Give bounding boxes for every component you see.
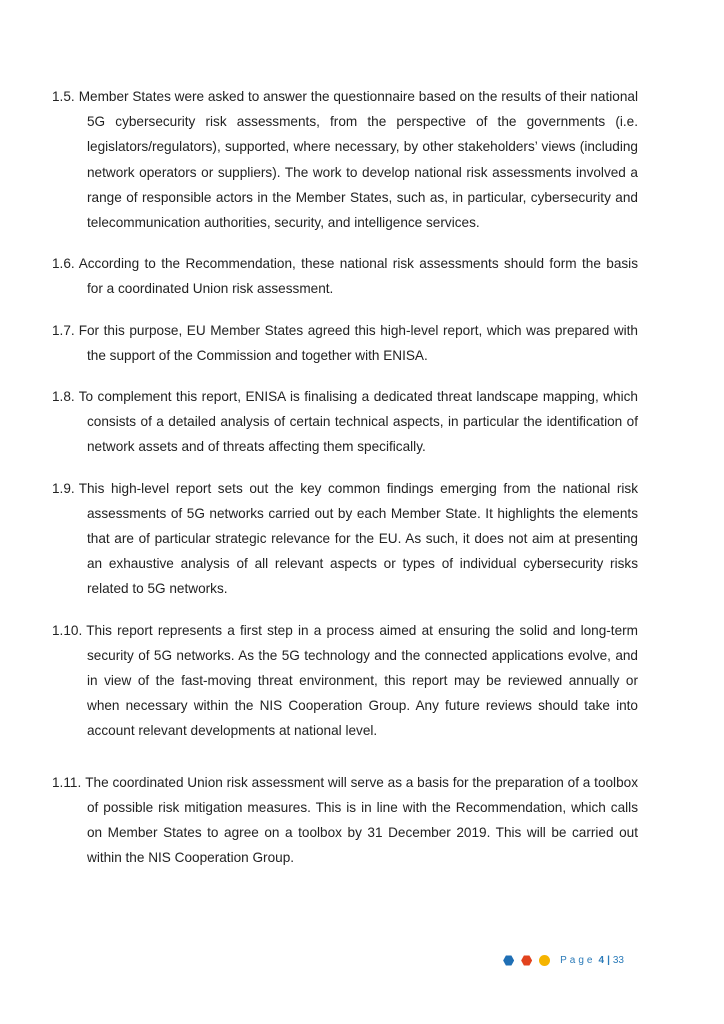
page-total: 33 [612,955,624,966]
paragraph-1-9 [52,476,638,602]
paragraph-number: 1.11. [52,774,82,790]
paragraph-text: For this purpose, EU Member States agreed this high-level report, which was prepared with the support of the Commission and together with ENISA. [78,322,638,363]
paragraph-text: This report represents a first step in a process aimed at ensuring the solid and long-term security of 5G networks. As the 5G technology and the connected applications evolve, and in view of the fast-moving threat environment, this report may be reviewed annually or when necessary within the NIS Cooperation Group. Any future reviews should take into account relevant developments at national level. [86,622,638,739]
page-footer [503,955,624,966]
paragraph-text: The coordinated Union risk assessment will serve as a basis for the preparation of a toolbox of possible risk mitigation measures. This is in line with the Recommendation, which calls on Member States to agree on a toolbox by 31 December 2019. This will be carried out within the NIS Cooperation Group. [85,774,638,866]
paragraph-number: 1.5. [52,89,75,104]
paragraph-1-7 [52,318,638,368]
paragraph-text: To complement this report, ENISA is finalising a dedicated threat landscape mapping, which consists of a detailed analysis of certain technical aspects, in particular the identification of network assets and of threats affecting them specifically. [78,389,638,455]
paragraph-number: 1.7. [52,322,75,338]
paragraph-number: 1.10. [52,622,83,638]
paragraph-text: Member States were asked to answer the questionnaire based on the results of their national 5G cybersecurity risk assessments, from the perspective of the governments (i.e. legislators/regulators), supported, where necessary, by other stakeholders’ views (including network operators or suppliers). The work to develop national risk assessments involved a range of responsible actors in the Member States, such as, in particular, cybersecurity and telecommunication authorities, security, and intelligence services. [78,89,638,231]
paragraph-1-11 [52,770,638,871]
yellow-circle-icon [539,955,550,966]
page-number: 4 [598,955,605,966]
page-label: Page [560,955,596,966]
red-hexagon-icon [521,955,532,966]
paragraph-1-6 [52,251,638,301]
paragraph-1-10 [52,618,638,744]
document-body [52,84,638,886]
paragraph-number: 1.6. [52,256,75,272]
paragraph-text: This high-level report sets out the key common findings emerging from the national risk assessments of 5G networks carried out by each Member State. It highlights the elements that are of particular strategic relevance for the EU. As such, it does not aim at presenting an exhaustive analysis of all relevant aspects or types of individual cybersecurity risks related to 5G networks. [78,480,638,597]
page-separator: | [607,955,610,966]
paragraph-number: 1.9. [52,480,75,496]
blue-hexagon-icon [503,955,514,966]
paragraph-1-8 [52,384,638,460]
paragraph-text: According to the Recommendation, these national risk assessments should form the basis for a coordinated Union risk assessment. [78,256,638,297]
paragraph-1-5 [52,84,638,235]
paragraph-number: 1.8. [52,389,75,405]
